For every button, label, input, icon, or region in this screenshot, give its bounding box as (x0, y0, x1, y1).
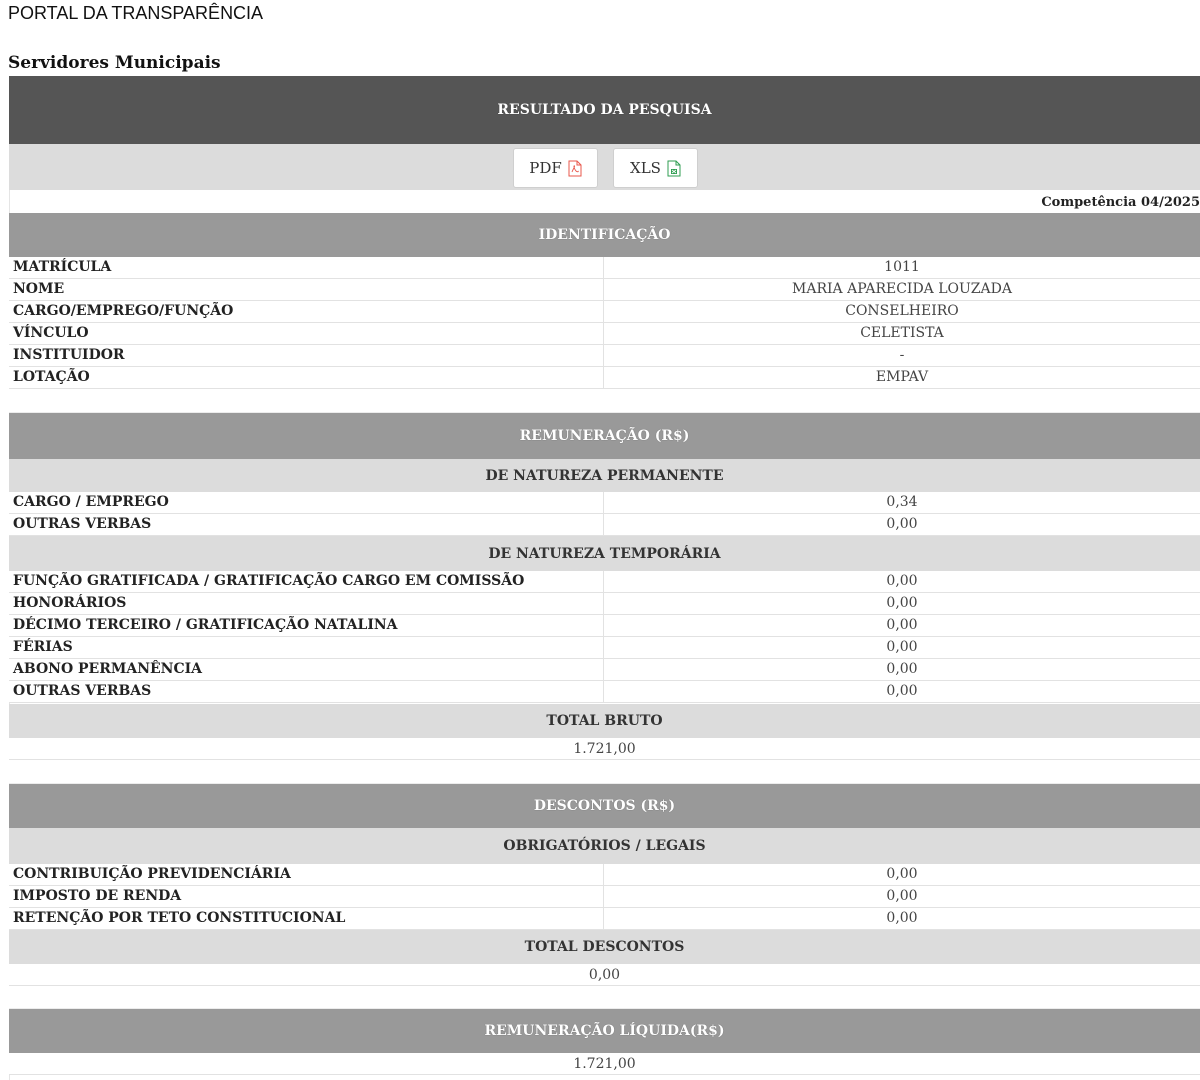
section-spacer (9, 389, 1200, 413)
row-label: NOME (9, 279, 604, 300)
permanente-header: DE NATUREZA PERMANENTE (9, 459, 1200, 492)
row-label: LOTAÇÃO (9, 367, 604, 388)
competencia-label: Competência 04/2025 (1041, 195, 1200, 210)
total-bruto-header: TOTAL BRUTO (9, 704, 1200, 738)
results-panel (9, 76, 1200, 1080)
table-row (9, 593, 1200, 615)
row-value: 0,00 (886, 683, 918, 699)
pdf-icon (568, 160, 582, 177)
row-label: FÉRIAS (9, 637, 604, 658)
row-label: OUTRAS VERBAS (9, 681, 604, 702)
row-label: CARGO / EMPREGO (9, 492, 604, 513)
row-label: MATRÍCULA (9, 257, 604, 278)
total-descontos-header: TOTAL DESCONTOS (9, 930, 1200, 964)
table-row (9, 301, 1200, 323)
identificacao-header: IDENTIFICAÇÃO (9, 213, 1200, 257)
row-value: 0,00 (886, 516, 918, 532)
portal-title: PORTAL DA TRANSPARÊNCIA (8, 3, 264, 23)
table-row (9, 615, 1200, 637)
row-label: INSTITUIDOR (9, 345, 604, 366)
export-toolbar (9, 144, 1200, 190)
table-row (9, 908, 1200, 930)
row-value: 0,00 (886, 866, 918, 882)
row-label: RETENÇÃO POR TETO CONSTITUCIONAL (9, 908, 604, 929)
row-value: 0,00 (886, 573, 918, 589)
row-label: IMPOSTO DE RENDA (9, 886, 604, 907)
remuneracao-header: REMUNERAÇÃO (R$) (9, 413, 1200, 459)
row-value: 0,00 (886, 595, 918, 611)
row-value: 0,00 (886, 910, 918, 926)
table-row (9, 659, 1200, 681)
section-spacer (9, 760, 1200, 784)
row-label: FUNÇÃO GRATIFICADA / GRATIFICAÇÃO CARGO EM COMISSÃO (9, 571, 604, 592)
row-value: 0,34 (886, 494, 918, 510)
section-spacer (9, 986, 1200, 1009)
export-xls-label: XLS (630, 159, 661, 177)
row-value: 1011 (884, 259, 920, 275)
table-row (9, 637, 1200, 659)
table-row (9, 514, 1200, 536)
obrigatorios-header: OBRIGATÓRIOS / LEGAIS (9, 828, 1200, 864)
row-value: 0,00 (886, 617, 918, 633)
temporaria-header: DE NATUREZA TEMPORÁRIA (9, 536, 1200, 571)
table-row (9, 257, 1200, 279)
table-row (9, 323, 1200, 345)
row-value: EMPAV (875, 369, 929, 385)
row-value: MARIA APARECIDA LOUZADA (792, 281, 1012, 297)
row-label: CONTRIBUIÇÃO PREVIDENCIÁRIA (9, 864, 604, 885)
table-row (9, 886, 1200, 908)
table-row (9, 864, 1200, 886)
row-value: CELETISTA (860, 325, 944, 341)
descontos-header: DESCONTOS (R$) (9, 784, 1200, 828)
export-xls-button[interactable] (613, 148, 698, 188)
table-row (9, 571, 1200, 593)
total-descontos-value: 0,00 (9, 964, 1200, 986)
row-label: CARGO/EMPREGO/FUNÇÃO (9, 301, 604, 322)
table-row (9, 279, 1200, 301)
export-pdf-label: PDF (529, 159, 562, 177)
row-label: DÉCIMO TERCEIRO / GRATIFICAÇÃO NATALINA (9, 615, 604, 636)
row-label: HONORÁRIOS (9, 593, 604, 614)
table-row (9, 345, 1200, 367)
xls-icon (667, 160, 681, 177)
row-label: ABONO PERMANÊNCIA (9, 659, 604, 680)
table-row (9, 492, 1200, 514)
row-label: OUTRAS VERBAS (9, 514, 604, 535)
row-value: 0,00 (886, 639, 918, 655)
row-value: CONSELHEIRO (845, 303, 959, 319)
total-bruto-value: 1.721,00 (9, 738, 1200, 760)
row-label: VÍNCULO (9, 323, 604, 344)
liquida-value: 1.721,00 (9, 1053, 1200, 1075)
table-row (9, 681, 1200, 703)
liquida-header: REMUNERAÇÃO LÍQUIDA(R$) (9, 1009, 1200, 1053)
section-title: Servidores Municipais (8, 53, 221, 73)
row-value: - (899, 347, 905, 363)
row-value: 0,00 (886, 888, 918, 904)
results-header: RESULTADO DA PESQUISA (9, 76, 1200, 144)
table-row (9, 367, 1200, 389)
row-value: 0,00 (886, 661, 918, 677)
export-pdf-button[interactable] (513, 148, 598, 188)
